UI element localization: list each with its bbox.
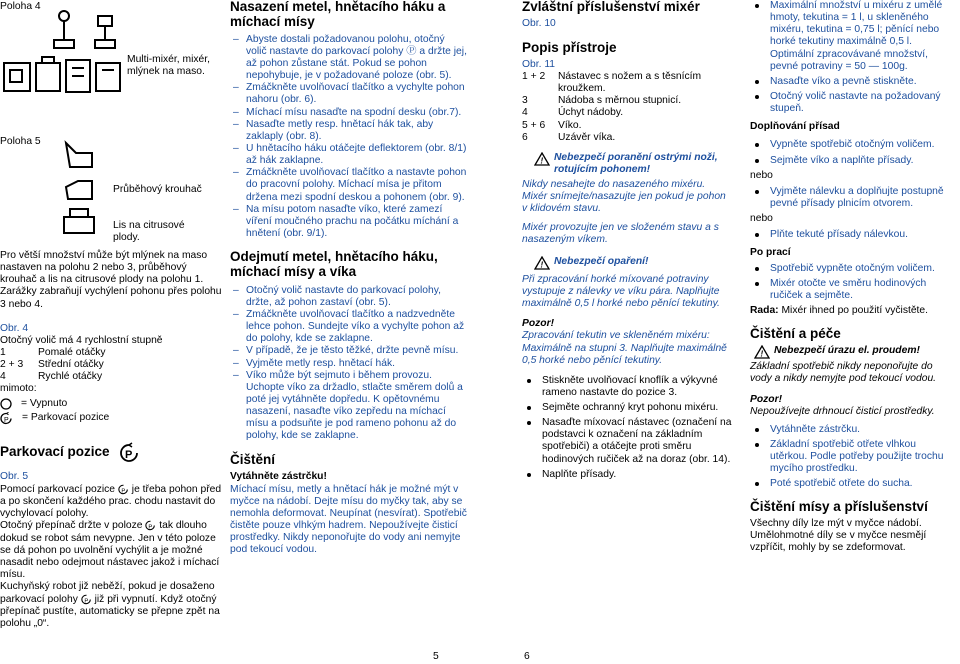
svg-text:P: P [121, 488, 126, 495]
poloha5-icons [62, 137, 98, 237]
para-5 [0, 581, 225, 630]
column-4 [750, 0, 956, 554]
rada-value: Mixér ihned po použití vyčistěte. [781, 304, 928, 316]
parkovaci-row [0, 412, 225, 425]
obr5-label: Obr. 5 [0, 470, 29, 482]
list-item: Naplňte přísady. [522, 469, 732, 481]
list-item: – Víko může být sejmuto i během provozu. Uchopte víko za držadlo, stlačte směrem dolů a poté jej vytáhněte dopředu. K opětovnému nasazení, nasaďte víko zepředu na míchací mísu a podsuňte je pod rameno pohonu až do polohy, kde se zaklapne. [230, 370, 468, 443]
parkovaci-text: = Parkovací pozice [22, 412, 110, 424]
parkovaci-heading: Parkovací pozice [0, 444, 110, 460]
list-item: Stiskněte uvolňovací knoflík a výkyvné rameno nastavte do pozice 3. [522, 375, 732, 399]
para-4 [0, 520, 225, 581]
pozor-label: Pozor! [750, 394, 783, 406]
unplug-note: Vytáhněte zástrčku! [230, 471, 327, 483]
list-item: Nasaďte míxovací nástavec (označení na podstavci k označení na základním spotřebiči) a otáčejte proti směru hodinových ručiček až na doraz (obr. 14). [522, 417, 732, 466]
speed-num: 2 + 3 [0, 359, 24, 371]
warning-blades-p2: Mixér provozujte jen ve složeném stavu a s nasazeným víkem. [522, 221, 719, 245]
list-item: – V případě, že je těsto těžké, držte pevně mísu. [230, 345, 468, 357]
list-item: Sejměte ochranný kryt pohonu mixéru. [522, 402, 732, 414]
warning-electric-p: Základní spotřebič nikdy neponořujte do vody a nikdy nemyjte pod tekoucí vodou. [750, 360, 937, 385]
part-text: Nástavec s nožem a s těsnícím kroužkem. [558, 70, 702, 95]
list-item: – Zmáčkněte uvolňovací tlačítko a nadzvedněte lehce pohon. Sundejte víko a vychylte pohon až do polohy, kde se zaklapne. [230, 309, 468, 345]
rada-text [750, 305, 956, 317]
warning-triangle-icon [534, 256, 550, 270]
obr11-label: Obr. 11 [522, 58, 556, 70]
vypnuto-text: = Vypnuto [21, 397, 68, 409]
para-3 [0, 484, 225, 521]
prutokovy-label: Průběhový krouhač [113, 184, 202, 195]
warning-scald [534, 256, 732, 270]
poloha5-label: Poloha 5 [0, 136, 41, 147]
warning-blades [534, 152, 732, 176]
column-1 [0, 0, 225, 630]
poloha4-desc: Multi-mixér, mixér, mlýnek na maso. [127, 54, 210, 78]
mixer-steps-2 [750, 0, 956, 115]
warning-scald-text: Nebezpečí opaření! [554, 255, 649, 267]
park-large-icon [118, 442, 140, 464]
heading-po-praci: Po prací [750, 247, 791, 259]
part-num: 6 [522, 131, 528, 143]
cisteni-misy-text: Všechny díly lze mýt v myčce nádobí. Umělohmotné díly se v myčce nesmějí vzpříčit, mohly by se zdeformovat. [750, 518, 927, 554]
svg-text:P: P [4, 416, 9, 424]
mimoto-text: mimoto: [0, 383, 37, 395]
cisteni-list [750, 424, 956, 491]
heading-cisteni-pece: Čištění a péče [750, 326, 841, 342]
list-item: Vypněte spotřebič otočným voličem. [750, 139, 956, 151]
doplnovani-list-2 [750, 186, 956, 210]
para-3a: Pomocí parkovací pozice [0, 484, 116, 496]
svg-text:!: ! [540, 260, 544, 270]
para-4a: Otočný přepínač držte v poloze [0, 520, 143, 532]
heading-doplnovani: Doplňování přísad [750, 121, 840, 133]
po-praci-list [750, 263, 956, 302]
poloha5-block [0, 125, 225, 250]
warning-triangle-icon [534, 152, 550, 166]
part-num: 1 + 2 [522, 70, 546, 82]
para-5a: Kuchyňský robot již neběží, pokud je dosaženo parkovací polohy [0, 581, 215, 605]
list-item: Mixér otočte ve směru hodinových ručiček a sejměte. [750, 278, 956, 302]
speed-num: 1 [0, 346, 6, 358]
list-item: – Nasaďte metly resp. hnětací hák tak, aby zaklaply (obr. 8). [230, 119, 468, 143]
warning-blades-p1: Nikdy nesahejte do nasazeného mixéru. Mixér snímejte/nasazujte jen pokud je pohon v klidovém stavu. [522, 179, 726, 215]
parkovaci-heading-row [0, 442, 225, 464]
obr10-label: Obr. 10 [522, 17, 556, 29]
list-item: Sejměte víko a naplňte přísady. [750, 155, 956, 167]
heading-mixer: Zvláštní příslušenství mixér [522, 0, 700, 14]
part-text: Nádoba s měrnou stupnicí. [558, 95, 682, 107]
part-text: Uzávěr víka. [558, 131, 616, 143]
lis-label: Lis na citrusové plody. [113, 220, 185, 244]
heading-cisteni-misy: Čištění mísy a příslušenství [750, 499, 928, 515]
list-odejmuti [230, 285, 468, 443]
para-5b: již při vypnutí. Když otočný přepínač pustíte, automaticky se přepne zpět na polohu „0“. [0, 593, 220, 630]
svg-text:P: P [124, 448, 132, 461]
warning-triangle-icon [754, 345, 770, 359]
doplnovani-list [750, 139, 956, 166]
park-icon [145, 520, 156, 531]
list-item: Otočný volič nastavte na požadovaný stupeň. [750, 91, 956, 115]
part-text: Víko. [558, 119, 582, 131]
cisteni-text: Míchací mísu, metly a hnětací hák je možné mýt v myčce na nádobí. Dejte mísu do myčky tak, aby se nemohla deformovat. Neupínat (nesvírat). Spotřebič čistěte pouze vlhkým hadrem. Nepoužívejte čisticí prostředky. Nikdy neponořujte do vody ani nemyjte pod tekoucí vodou. [230, 483, 467, 556]
parts-table [522, 71, 732, 144]
svg-text:P: P [148, 524, 153, 531]
vypnuto-row [0, 398, 225, 410]
list-item: – Abyste dostali požadovanou polohu, otočný volič nastavte do parkovací polohy Ⓟ a držte jej, až pohon zůstane stát. Pokud se pohon nepohybuje, je v požadované poloze (obr. 5). [230, 34, 468, 83]
column-3 [522, 0, 732, 484]
list-item: – U hnětacího háku otáčejte deflektorem (obr. 8/1) až hák zaklapne. [230, 143, 468, 167]
heading-popis: Popis přístroje [522, 39, 617, 55]
para-1: Pro větší množství může být mlýnek na maso nastaven na polohu 2 nebo 3, průběhový krouhač a lis na citrusové plody na polohu 1. [0, 250, 208, 286]
poloha4-block [0, 0, 225, 125]
warning-scald-p: Při zpracování horké míxované potraviny vystupuje z nálevky ve víku pára. Naplňujte maximálně 0,5 l horké nebo pěnící tekutiny. [522, 273, 720, 310]
pozor-text: Nepoužívejte drhnoucí čisticí prostředky. [750, 406, 935, 418]
warning-electric-text: Nebezpečí úrazu el. proudem! [774, 344, 920, 356]
list-item: – Otočný volič nastavte do parkovací polohy, držte, až pohon zastaví (obr. 5). [230, 285, 468, 309]
poloha4-label: Poloha 4 [0, 1, 41, 12]
page-number-right: 6 [524, 651, 530, 662]
column-2 [230, 0, 468, 556]
svg-text:!: ! [760, 349, 764, 359]
volic-text: Otočný volič má 4 rychlostní stupně [0, 334, 163, 346]
obr4-label: Obr. 4 [0, 322, 29, 334]
heading-odejmuti: Odejmutí metel, hnětacího háku, míchací mísy a víka [230, 249, 438, 279]
park-icon [81, 594, 92, 605]
para-4b: tak dlouho dokud se robot sám nevypne. Jen v této poloze se dá pohon po uvolnění vychýlit a je možné nasadit nebo odejmout nástavec jakož i míchací mísu. [0, 520, 220, 581]
poloha4-icons [2, 8, 124, 96]
off-circle-icon [0, 398, 12, 410]
heading-cisteni: Čištění [230, 451, 276, 467]
list-item: Vyjměte nálevku a doplňujte postupně pevné přísady plnicím otvorem. [750, 186, 956, 210]
part-text: Úchyt nádoby. [558, 107, 624, 119]
pozor-text: Zpracování tekutin ve skleněném mixéru: Maximálně na stupni 3. Naplňujte maximálně 0,5 horké nebo pěnící tekutiny. [522, 330, 727, 366]
park-icon [118, 484, 129, 495]
warning-electric [754, 345, 956, 359]
list-item: Základní spotřebič otřete vlhkou utěrkou. Podle potřeby použijte trochu mycího prostředku. [750, 439, 956, 475]
para-3b: je třeba pohon před a po skončení každého prac. chodu nastavit do vychylovací polohy. [0, 484, 222, 520]
doplnovani-list-3 [750, 229, 956, 241]
speed-num: 4 [0, 371, 6, 383]
speeds-table [0, 347, 225, 383]
svg-text:!: ! [540, 156, 544, 166]
nebo-text: nebo [750, 213, 773, 225]
svg-text:P: P [84, 597, 89, 604]
para-2: Zarážky zabraňují vychýlení pohonu přes polohu 3 nebo 4. [0, 286, 222, 310]
list-item: Maximální množství u mixéru z umělé hmoty, tekutina = 1 l, u skleněného mixéru, tekutina = 0,75 l; pěnící nebo horké tekutiny maximálně 0,5 l. Optimální zpracovávané množství, pevné potraviny = 50 — 100g. [750, 0, 956, 73]
mixer-steps [522, 375, 732, 481]
part-num: 5 + 6 [522, 119, 546, 131]
list-nasazeni [230, 34, 468, 240]
list-item: – Na mísu potom nasaďte víko, které zamezí víření moučného prachu na počátku míchání a hnětení (obr. 9/1). [230, 204, 468, 240]
speed-text: Střední otáčky [38, 359, 104, 371]
page-number-left: 5 [433, 651, 439, 662]
speed-text: Pomalé otáčky [38, 346, 106, 358]
list-item: Poté spotřebič otřete do sucha. [750, 478, 956, 490]
list-item: Plňte tekuté přísady nálevkou. [750, 229, 956, 241]
part-num: 4 [522, 107, 528, 119]
list-item: Vytáhněte zástrčku. [750, 424, 956, 436]
nebo-text: nebo [750, 169, 773, 181]
speed-text: Rychlé otáčky [38, 371, 103, 383]
warning-blades-text: Nebezpečí poranění ostrými noži, rotujícím pohonem! [554, 151, 718, 175]
heading-nasazeni: Nasazení metel, hnětacího háku a míchací mísy [230, 0, 446, 29]
list-item: – Zmáčkněte uvolňovací tlačítko a nastavte pohon do pracovní polohy. Míchací mísa je přitom držena mezi spodní deskou a pohonem (obr. 9). [230, 167, 468, 203]
list-item: Spotřebič vypněte otočným voličem. [750, 263, 956, 275]
list-item: – Míchací mísu nasaďte na spodní desku (obr.7). [230, 107, 468, 119]
park-icon [0, 412, 13, 425]
part-num: 3 [522, 95, 528, 107]
pozor-label: Pozor! [522, 318, 555, 330]
list-item: Nasaďte víko a pevně stiskněte. [750, 76, 956, 88]
list-item: – Zmáčkněte uvolňovací tlačítko a vychylte pohon nahoru (obr. 6). [230, 82, 468, 106]
rada-label: Rada: [750, 304, 779, 316]
list-item: – Vyjměte metly resp. hnětací hák. [230, 358, 468, 370]
